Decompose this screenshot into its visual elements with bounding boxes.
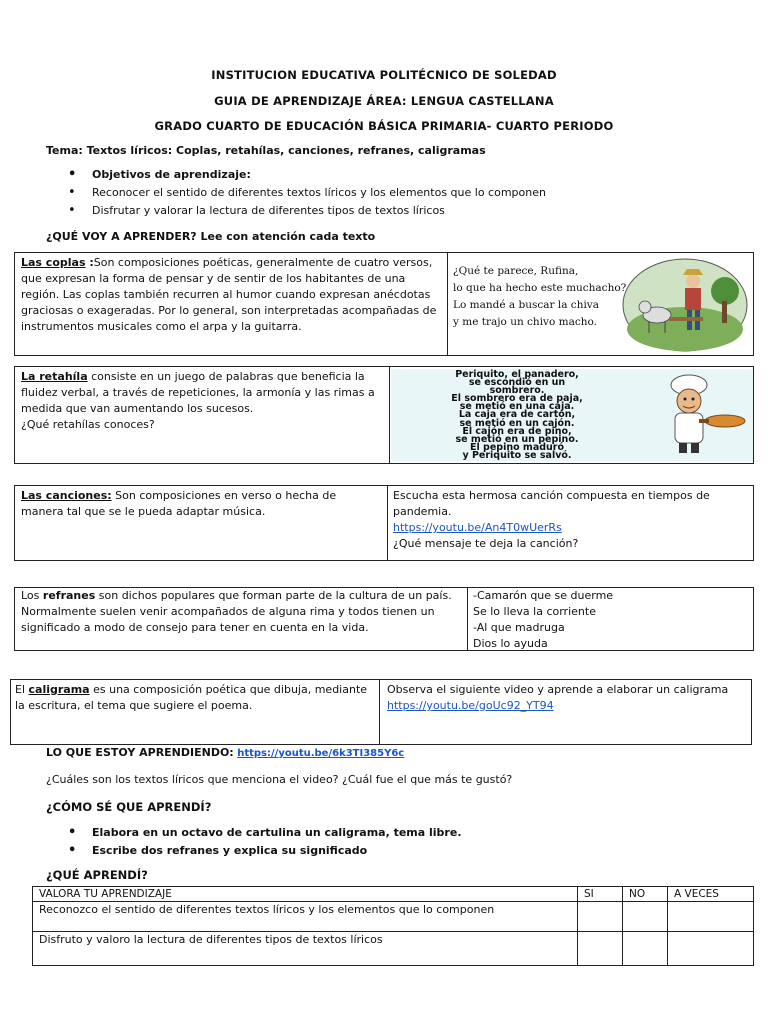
coplas-text-block <box>21 255 441 335</box>
retahila-question: ¿Qué retahílas conoces? <box>21 418 155 431</box>
self-assessment-table <box>32 886 754 966</box>
si-cell[interactable] <box>578 902 623 932</box>
coplas-poem <box>453 263 626 331</box>
canciones-question: ¿Qué mensaje te deja la canción? <box>393 537 579 550</box>
aprendiendo-question: ¿Cuáles son los textos líricos que menciona el video? ¿Cuál fue el que más te gustó? <box>46 773 513 786</box>
retahila-text: consiste en un juego de palabras que beneficia la fluidez verbal, a través de repeticiones, la armonía y las rimas a medida que van aumentando los sucesos. <box>21 370 375 415</box>
institution-title: INSTITUCION EDUCATIVA POLITÉCNICO DE SOLEDAD <box>211 68 557 82</box>
caligrama-text-block <box>15 682 373 714</box>
tema: Tema: Textos líricos: Coplas, retahílas, canciones, refranes, caligramas <box>46 144 486 157</box>
retahila-divider <box>389 367 390 463</box>
aprendiendo-title: LO QUE ESTOY APRENDIENDO: <box>46 746 234 759</box>
a-veces-cell[interactable] <box>668 902 754 932</box>
refran-line: Se lo lleva la corriente <box>473 605 596 618</box>
table-row <box>33 902 754 932</box>
como-se-list <box>64 824 462 860</box>
retahila-poem-line: sombrero. <box>489 385 545 397</box>
coplas-text: Son composiciones poéticas, generalmente de cuatro versos, que expresan la forma de pensar y de sentir de los habitantes de una región. Las coplas también recurren al humor cuando expresan anécdotas graciosas o exageradas. Por lo general, son interpretadas acompañadas de instrumentos musicales como el arpa y la guitarra. <box>21 256 437 333</box>
header-cell: A VECES <box>668 887 754 902</box>
que-voy-heading <box>46 230 375 243</box>
refranes-text-block <box>21 588 461 636</box>
activity-item: • Escribe dos refranes y explica su significado <box>64 842 462 860</box>
coplas-divider <box>447 253 448 355</box>
no-cell[interactable] <box>623 902 668 932</box>
canciones-box <box>14 485 754 561</box>
como-se-title: ¿CÓMO SÉ QUE APRENDÍ? <box>46 800 212 814</box>
refranes-divider <box>467 588 468 650</box>
canciones-right-block <box>393 488 747 552</box>
coplas-poem-line: y me trajo un chivo macho. <box>453 316 597 328</box>
refran-line: -Camarón que se duerme <box>473 589 614 602</box>
farmer-goat-illustration <box>621 257 749 353</box>
header-cell: SI <box>578 887 623 902</box>
aprendiendo-heading <box>46 746 404 759</box>
retahila-poem-line: se metió en un cajón. <box>459 417 575 429</box>
objetivo-item: • Reconocer el sentido de diferentes textos líricos y los elementos que lo componen <box>64 184 546 202</box>
retahila-poem-line: se metió en un pepino. <box>455 433 579 445</box>
coplas-poem-line: Lo mandé a buscar la chiva <box>453 299 600 311</box>
caligrama-box <box>10 679 752 745</box>
header-cell: VALORA TU APRENDIZAJE <box>33 887 578 902</box>
retahila-box <box>14 366 754 464</box>
criterion-cell: Reconozco el sentido de diferentes textos líricos y los elementos que lo componen <box>33 902 578 932</box>
retahila-poem-line: se escondió en un <box>468 377 566 389</box>
retahila-term: La retahíla <box>21 370 88 383</box>
retahila-poem <box>397 371 637 460</box>
objetivos-list <box>64 166 546 220</box>
canciones-divider <box>387 486 388 560</box>
refranes-examples <box>473 588 613 652</box>
caligrama-right-block <box>387 682 747 714</box>
retahila-poem-line: La caja era de cartón, <box>458 409 576 421</box>
guide-title: GUIA DE APRENDIZAJE ÁREA: LENGUA CASTELLANA <box>214 94 554 108</box>
refranes-box <box>14 587 754 651</box>
objetivos-title: • Objetivos de aprendizaje: <box>64 166 546 184</box>
que-voy-subtitle: Lee con atención cada texto <box>200 230 376 243</box>
canciones-term: Las canciones: <box>21 489 112 502</box>
caligrama-right-text: Observa el siguiente video y aprende a elaborar un caligrama <box>387 683 729 696</box>
aprendiendo-video-link[interactable]: https://youtu.be/6k3TI385Y6c <box>237 748 405 759</box>
header-cell: NO <box>623 887 668 902</box>
retahila-poem-line: se metió en una caja. <box>459 401 575 413</box>
canciones-right-text: Escucha esta hermosa canción compuesta en tiempos de pandemia. <box>393 489 710 518</box>
que-voy-title: ¿QUÉ VOY A APRENDER? <box>46 230 197 243</box>
retahila-poem-line: El pepino maduró <box>469 441 565 453</box>
coplas-poem-line: ¿Qué te parece, Rufina, <box>453 265 579 277</box>
caligrama-divider <box>379 680 380 744</box>
baker-illustration <box>643 373 749 457</box>
caligrama-text: es una composición poética que dibuja, mediante la escritura, el tema que sugiere el poema. <box>15 683 368 712</box>
refranes-term: refranes <box>42 589 96 602</box>
canciones-text: Son composiciones en verso o hecha de manera tal que se le pueda adaptar música. <box>21 489 337 518</box>
grade-title: GRADO CUARTO DE EDUCACIÓN BÁSICA PRIMARIA- CUARTO PERIODO <box>154 119 614 133</box>
refran-line: Dios lo ayuda <box>473 637 548 650</box>
criterion-cell: Disfruto y valoro la lectura de diferentes tipos de textos líricos <box>33 932 578 966</box>
retahila-poem-line: El sombrero era de paja, <box>451 393 583 405</box>
table-row <box>33 932 754 966</box>
canciones-video-link[interactable]: https://youtu.be/An4T0wUerRs <box>393 521 562 534</box>
no-cell[interactable] <box>623 932 668 966</box>
coplas-term: Las coplas <box>21 256 86 269</box>
coplas-box <box>14 252 754 356</box>
objetivo-item: • Disfrutar y valorar la lectura de diferentes tipos de textos líricos <box>64 202 546 220</box>
refran-line: -Al que madruga <box>473 621 565 634</box>
caligrama-term: caligrama <box>28 683 90 696</box>
retahila-poem-line: El cajón era de pino, <box>462 425 572 437</box>
retahila-text-block <box>21 369 381 433</box>
coplas-poem-line: lo que ha hecho este muchacho? <box>453 282 627 294</box>
activity-item: • Elabora en un octavo de cartulina un caligrama, tema libre. <box>64 824 462 842</box>
que-aprendi-title: ¿QUÉ APRENDÍ? <box>46 868 148 882</box>
refranes-pre: Los <box>21 589 43 602</box>
coplas-colon: : <box>85 256 94 269</box>
table-header-row <box>33 887 754 902</box>
retahila-poem-line: Periquito, el panadero, <box>455 369 579 380</box>
canciones-text-block <box>21 488 381 520</box>
retahila-poem-panel <box>391 369 753 461</box>
retahila-poem-line: y Periquito se salvó. <box>462 449 572 461</box>
a-veces-cell[interactable] <box>668 932 754 966</box>
caligrama-video-link[interactable]: https://youtu.be/goUc92_YT94 <box>387 699 554 712</box>
si-cell[interactable] <box>578 932 623 966</box>
caligrama-pre: El <box>15 683 29 696</box>
refranes-text: son dichos populares que forman parte de la cultura de un país. Normalmente suelen venir acompañados de alguna rima y todos tienen un significado a modo de consejo para tener en cuenta en la vida. <box>21 589 452 634</box>
